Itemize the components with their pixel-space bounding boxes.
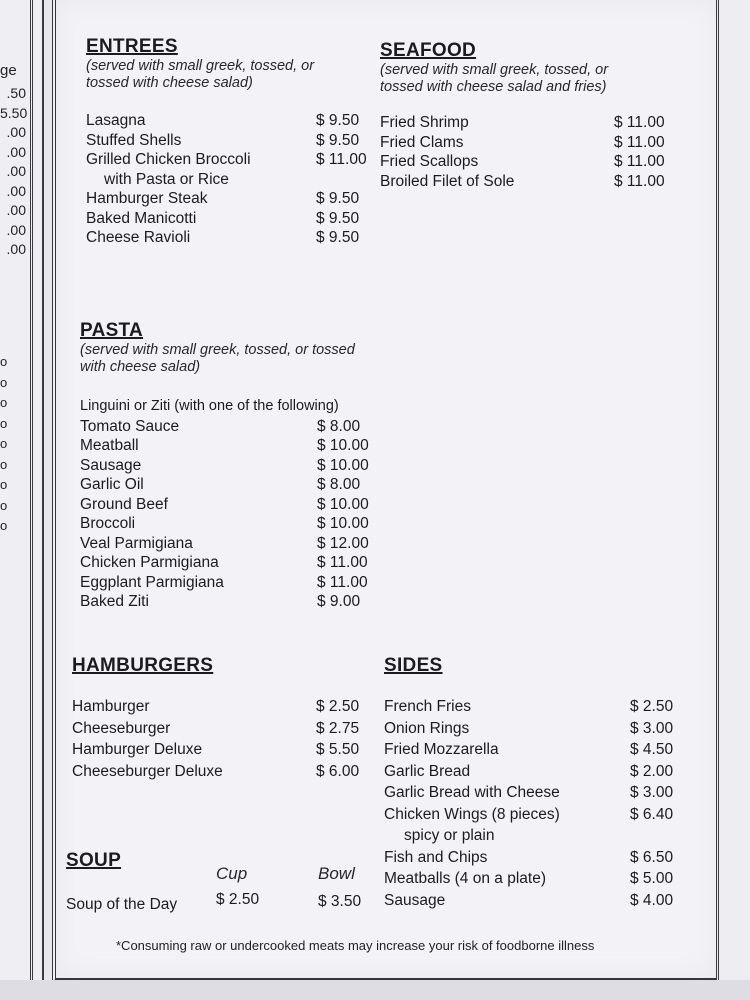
table-surface bbox=[0, 980, 750, 1000]
menu-item-price: $ 11.00 bbox=[614, 172, 665, 190]
menu-item bbox=[384, 697, 694, 719]
menu-item-name: Baked Ziti bbox=[80, 593, 149, 610]
hamburgers-list bbox=[72, 697, 372, 783]
prev-page-tick: o bbox=[0, 436, 8, 451]
hamburgers-heading: HAMBURGERS bbox=[72, 655, 214, 676]
menu-item-name: Tomato Sauce bbox=[80, 417, 180, 435]
previous-page-edge bbox=[0, 0, 44, 1000]
entrees-section bbox=[86, 36, 386, 248]
menu-item bbox=[384, 869, 694, 891]
menu-item bbox=[86, 209, 386, 229]
prev-page-tick: o bbox=[0, 395, 8, 410]
prev-page-price: .00 bbox=[6, 124, 26, 140]
menu-item-price: $ 10.00 bbox=[317, 495, 369, 513]
menu-item-price: $ 9.50 bbox=[316, 131, 360, 149]
menu-item-name: Fried Shrimp bbox=[380, 114, 469, 131]
menu-item-name: Ground Beef bbox=[80, 495, 168, 513]
menu-item bbox=[380, 113, 680, 133]
prev-page-price: .00 bbox=[6, 221, 26, 238]
soup-cup-label: Cup bbox=[216, 864, 248, 883]
menu-item-price: $ 6.40 bbox=[630, 805, 674, 823]
menu-item-name: spicy or plain bbox=[404, 827, 495, 844]
prev-page-tick: o bbox=[0, 415, 8, 431]
prev-page-tick: o bbox=[0, 456, 8, 472]
prev-page-ticks bbox=[0, 352, 10, 537]
menu-item bbox=[380, 133, 680, 153]
menu-item-price: $ 8.00 bbox=[317, 417, 361, 435]
menu-item bbox=[80, 592, 380, 612]
menu-item-price: $ 11.00 bbox=[316, 151, 367, 168]
menu-item-name: Hamburger Deluxe bbox=[72, 741, 203, 758]
menu-item bbox=[384, 848, 694, 870]
menu-item-price: $ 6.00 bbox=[316, 762, 360, 780]
pasta-note: (served with small greek, tossed, or tossed with cheese salad) bbox=[80, 342, 355, 375]
menu-item bbox=[384, 719, 694, 741]
menu-item-name: Lasagna bbox=[86, 112, 146, 129]
menu-item bbox=[86, 131, 386, 151]
menu-item-price: $ 4.50 bbox=[630, 741, 674, 758]
menu-item-name: Sausage bbox=[80, 456, 142, 474]
menu-item-name: Broccoli bbox=[80, 515, 136, 532]
prev-page-prices bbox=[0, 84, 26, 260]
menu-item-name: Grilled Chicken Broccoli bbox=[86, 151, 251, 168]
menu-item-price: $ 2.50 bbox=[316, 698, 360, 715]
menu-item-name: Cheeseburger Deluxe bbox=[72, 762, 223, 780]
prev-page-price: .00 bbox=[6, 182, 26, 199]
menu-item bbox=[380, 172, 680, 192]
menu-item-price: $ 9.00 bbox=[317, 593, 361, 610]
menu-item-price: $ 6.50 bbox=[630, 848, 674, 866]
pasta-intro: Linguini or Ziti (with one of the following) bbox=[80, 398, 339, 414]
menu-item-name: Veal Parmigiana bbox=[80, 534, 193, 552]
menu-item-name: Chicken Wings (8 pieces) bbox=[384, 805, 560, 823]
prev-page-tick: o bbox=[0, 518, 8, 533]
menu-item bbox=[86, 150, 386, 170]
hamburgers-section bbox=[72, 655, 372, 783]
prev-page-price: .00 bbox=[6, 202, 26, 218]
soup-cup-price: $ 2.50 bbox=[216, 891, 260, 908]
menu-item-price: $ 2.00 bbox=[630, 762, 674, 780]
menu-item-name: Garlic Bread bbox=[384, 762, 471, 780]
menu-item-price: $ 9.50 bbox=[316, 190, 360, 207]
seafood-section bbox=[380, 40, 680, 191]
pasta-section bbox=[80, 320, 380, 612]
prev-page-fragment: ge bbox=[0, 62, 17, 79]
menu-item bbox=[80, 534, 380, 554]
menu-item bbox=[86, 189, 386, 209]
menu-item bbox=[86, 170, 386, 190]
menu-item-price: $ 10.00 bbox=[317, 456, 369, 474]
menu-item bbox=[80, 573, 380, 593]
menu-item-name: French Fries bbox=[384, 698, 471, 715]
menu-item bbox=[80, 417, 380, 437]
menu-item bbox=[384, 783, 694, 805]
menu-item-price: $ 9.50 bbox=[316, 112, 360, 129]
soup-heading: SOUP bbox=[66, 850, 122, 871]
menu-item-price: $ 2.50 bbox=[630, 698, 674, 715]
prev-page-tick: o bbox=[0, 477, 8, 492]
menu-item-price: $ 11.00 bbox=[317, 554, 368, 571]
menu-item-name: Fried Clams bbox=[380, 133, 464, 151]
pasta-heading: PASTA bbox=[80, 320, 144, 341]
soup-bowl-label: Bowl bbox=[318, 864, 355, 883]
menu-item-name: Broiled Filet of Sole bbox=[380, 172, 515, 190]
entrees-note: (served with small greek, tossed, or tossed with cheese salad) bbox=[86, 58, 315, 91]
menu-item bbox=[80, 495, 380, 515]
menu-item-name: Meatball bbox=[80, 437, 139, 454]
sides-heading: SIDES bbox=[384, 655, 443, 676]
soup-item-name: Soup of the Day bbox=[66, 896, 178, 913]
menu-item-name: Eggplant Parmigiana bbox=[80, 573, 224, 591]
soup-bowl-price: $ 3.50 bbox=[318, 893, 362, 910]
prev-page-tick: o bbox=[0, 354, 8, 369]
menu-item bbox=[80, 436, 380, 456]
prev-page-price: .00 bbox=[6, 163, 26, 179]
menu-item-name: with Pasta or Rice bbox=[104, 170, 229, 188]
page-border-line bbox=[30, 0, 33, 1000]
menu-item-name: Sausage bbox=[384, 891, 446, 909]
menu-item bbox=[72, 719, 372, 741]
menu-item-name: Garlic Oil bbox=[80, 476, 144, 493]
menu-item bbox=[86, 228, 386, 248]
menu-item bbox=[72, 697, 372, 719]
menu-item-name: Meatballs (4 on a plate) bbox=[384, 870, 546, 887]
menu-item-price: $ 11.00 bbox=[317, 573, 368, 591]
prev-page-price: .00 bbox=[6, 241, 26, 257]
menu-item-price: $ 2.75 bbox=[316, 719, 360, 737]
menu-item-name: Cheeseburger bbox=[72, 719, 171, 737]
menu-item-price: $ 9.50 bbox=[316, 229, 360, 246]
menu-item-name: Chicken Parmigiana bbox=[80, 554, 219, 571]
prev-page-price: .50 bbox=[6, 85, 26, 101]
soup-section bbox=[66, 850, 366, 913]
pasta-list bbox=[80, 417, 380, 612]
menu-item bbox=[86, 111, 386, 131]
prev-page-price: 5.50 bbox=[0, 104, 28, 121]
menu-item bbox=[384, 762, 694, 784]
prev-page-tick: o bbox=[0, 497, 8, 513]
menu-item-name: Fish and Chips bbox=[384, 848, 488, 866]
menu-item bbox=[384, 891, 694, 913]
menu-item-name: Garlic Bread with Cheese bbox=[384, 784, 560, 801]
menu-item bbox=[72, 740, 372, 762]
menu-item bbox=[72, 762, 372, 784]
menu-item-price: $ 5.00 bbox=[630, 870, 674, 887]
sides-section bbox=[384, 655, 694, 912]
menu-item-name: Baked Manicotti bbox=[86, 209, 197, 227]
menu-item bbox=[380, 152, 680, 172]
menu-item bbox=[80, 553, 380, 573]
menu-item-price: $ 5.50 bbox=[316, 741, 360, 758]
menu-item-name: Fried Scallops bbox=[380, 153, 479, 170]
menu-item-price: $ 10.00 bbox=[317, 515, 369, 532]
menu-item-price: $ 4.00 bbox=[630, 891, 674, 909]
menu-item bbox=[80, 456, 380, 476]
menu-item-price: $ 3.00 bbox=[630, 784, 674, 801]
menu-item-name: Fried Mozzarella bbox=[384, 741, 499, 758]
seafood-note: (served with small greek, tossed, or tossed with cheese salad and fries) bbox=[380, 62, 609, 95]
menu-item-price: $ 11.00 bbox=[614, 133, 665, 151]
page-right-edge bbox=[716, 0, 750, 1000]
menu-item-name: Hamburger Steak bbox=[86, 190, 208, 207]
menu-item-name: Stuffed Shells bbox=[86, 131, 182, 149]
sides-list bbox=[384, 697, 694, 912]
menu-item-name: Onion Rings bbox=[384, 719, 470, 737]
menu-item-price: $ 12.00 bbox=[317, 534, 369, 552]
menu-item-price: $ 8.00 bbox=[317, 476, 361, 493]
menu-item-price: $ 9.50 bbox=[316, 209, 360, 227]
entrees-heading: ENTREES bbox=[86, 36, 178, 57]
menu-item-name: Hamburger bbox=[72, 698, 150, 715]
prev-page-tick: o bbox=[0, 374, 8, 390]
seafood-heading: SEAFOOD bbox=[380, 40, 477, 61]
menu-page bbox=[52, 0, 720, 983]
seafood-list bbox=[380, 113, 680, 191]
menu-item-price: $ 11.00 bbox=[614, 114, 665, 131]
prev-page-price: .00 bbox=[6, 143, 26, 160]
menu-item bbox=[384, 740, 694, 762]
menu-item bbox=[80, 475, 380, 495]
menu-item bbox=[384, 826, 694, 848]
menu-item bbox=[384, 805, 694, 827]
entrees-list bbox=[86, 111, 386, 248]
footnote: *Consuming raw or undercooked meats may increase your risk of foodborne illness bbox=[116, 938, 595, 953]
menu-item-name: Cheese Ravioli bbox=[86, 229, 191, 246]
menu-item bbox=[80, 514, 380, 534]
menu-item-price: $ 11.00 bbox=[614, 153, 665, 170]
menu-item-price: $ 10.00 bbox=[317, 437, 369, 454]
menu-item-price: $ 3.00 bbox=[630, 719, 674, 737]
